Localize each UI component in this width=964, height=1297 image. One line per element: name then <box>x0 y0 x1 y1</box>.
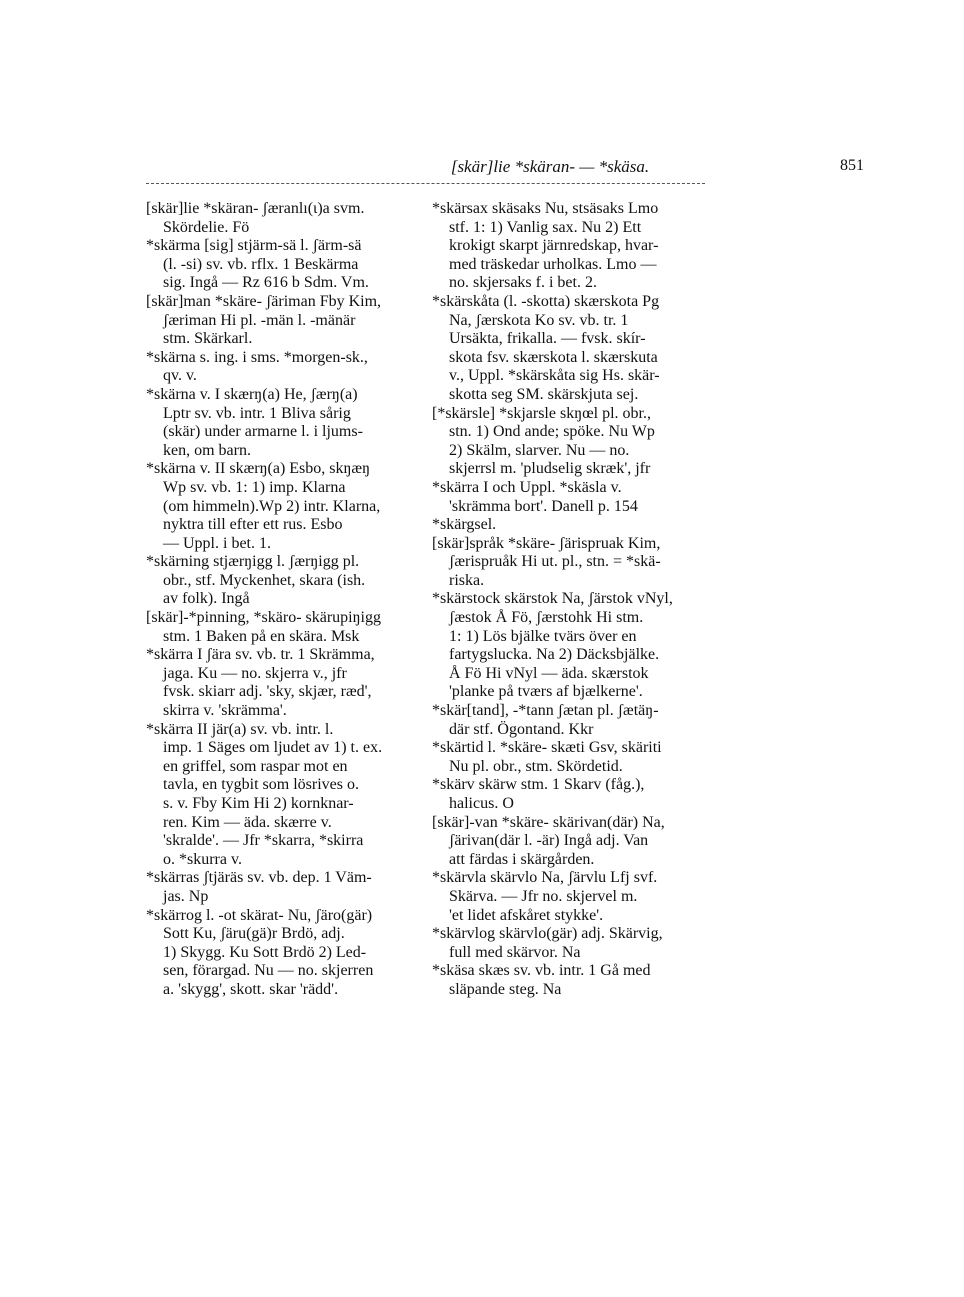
right-column-line: v., Uppl. *skärskåta sig Hs. skär- <box>449 367 660 385</box>
right-column-line: skotta seg SM. skärskjuta sej. <box>449 385 639 403</box>
right-column-line: 'planke på tværs af bjælkerne'. <box>449 683 643 701</box>
left-column-line: *skärna v. I skærŋ(a) He, ʃærŋ(a) <box>146 385 358 403</box>
right-column-line: *skärskåta (l. -skotta) skærskota Pg <box>432 292 660 310</box>
right-column-line: *skärvlog skärvlo(gär) adj. Skärvig, <box>432 925 663 943</box>
left-column-line: fvsk. skiarr adj. 'sky, skjær, ræd', <box>163 683 372 701</box>
left-column-line: Lptr sv. vb. intr. 1 Bliva sårig <box>163 404 351 422</box>
left-column-line: sen, förargad. Nu — no. skjerren <box>163 962 374 980</box>
right-column-line: *skär[tand], -*tann ʃætan pl. ʃætäŋ- <box>432 702 659 720</box>
left-column-line: [skär]-*pinning, *skäro- skärupiŋigg <box>146 609 381 627</box>
left-column-line: ʃæriman Hi pl. -män l. -mänär <box>163 311 356 329</box>
right-column <box>432 200 692 1000</box>
left-column <box>146 200 406 1000</box>
right-column-line: 'skrämma bort'. Danell p. 154 <box>449 497 638 515</box>
running-head: [skär]lie *skäran- — *skäsa. <box>450 157 650 176</box>
right-column-line: *skärtid l. *skäre- skæti Gsv, skäriti <box>432 739 662 757</box>
header-rule <box>146 183 705 184</box>
right-column-line: släpande steg. Na <box>449 980 562 998</box>
left-column-line: Wp sv. vb. 1: 1) imp. Klarna <box>163 478 346 496</box>
right-column-line: *skärvla skärvlo Na, ʃärvlu Lfj svf. <box>432 869 658 887</box>
right-column-line: *skärra I och Uppl. *skäsla v. <box>432 478 622 496</box>
left-column-line: *skärra II jär(a) sv. vb. intr. l. <box>146 720 334 738</box>
right-column-line: 'et lidet afskåret stykke'. <box>449 906 604 924</box>
right-column-line: ʃärivan(där l. -är) Ingå adj. Van <box>449 832 649 850</box>
right-column-line: ʃærispruåk Hi ut. pl., stn. = *skä- <box>449 553 661 571</box>
left-column-line: (om himmeln).Wp 2) intr. Klarna, <box>163 497 381 515</box>
left-column-line: ken, om barn. <box>163 441 251 459</box>
right-column-line: ʃæstok Å Fö, ʃærstohk Hi stm. <box>449 609 644 627</box>
left-column-line: jaga. Ku — no. skjerra v., jfr <box>163 664 347 682</box>
right-column-line: med träskedar urholkas. Lmo — <box>449 255 657 273</box>
right-column-line: Nu pl. obr., stm. Skördetid. <box>449 757 623 775</box>
left-column-line: *skärning stjærŋigg l. ʃærŋigg pl. <box>146 553 360 571</box>
left-column-line: *skärras ʃtjäräs sv. vb. dep. 1 Väm- <box>146 869 372 887</box>
left-column-line: stm. Skärkarl. <box>163 330 253 348</box>
left-column-line: *skärrog l. -ot skärat- Nu, ʃäro(gär) <box>146 906 373 924</box>
right-column-line: *skärstock skärstok Na, ʃärstok vNyl, <box>432 590 673 608</box>
left-column-line: *skärna v. II skærŋ(a) Esbo, skŋæŋ <box>146 460 370 478</box>
right-column-line: *skärv skärw stm. 1 Skarv (fåg.), <box>432 776 645 794</box>
right-column-line: [*skärsle] *skjarsle skŋœl pl. obr., <box>432 404 651 422</box>
left-column-line: 1) Skygg. Ku Sott Brdö 2) Led- <box>163 943 367 961</box>
right-column-line: Skärva. — Jfr no. skjervel m. <box>449 887 638 905</box>
right-column-line: 2) Skälm, slarver. Nu — no. <box>449 441 630 459</box>
left-column-line: jas. Np <box>163 887 209 905</box>
left-column-line: 'skralde'. — Jfr *skarra, *skirra <box>163 832 364 850</box>
left-column-line: qv. v. <box>163 367 197 385</box>
left-column-line: (l. -si) sv. vb. rflx. 1 Beskärma <box>163 255 359 273</box>
right-column-line: Å Fö Hi vNyl — äda. skærstok <box>449 664 649 682</box>
page-number: 851 <box>840 157 864 174</box>
right-column-line: att färdas i skärgården. <box>449 850 595 868</box>
left-column-line: o. *skurra v. <box>163 850 242 868</box>
right-column-line: riska. <box>449 571 485 589</box>
left-column-line: nyktra till efter ett rus. Esbo <box>163 516 343 534</box>
right-column-line: [skär]-van *skäre- skärivan(där) Na, <box>432 813 665 831</box>
right-column-line: halicus. O <box>449 795 514 812</box>
left-column-line: *skärma [sig] stjärm-sä l. ʃärm-sä <box>146 237 362 255</box>
left-column-line: Skördelie. Fö <box>163 218 250 236</box>
right-column-line: [skär]språk *skäre- ʃärispruak Kim, <box>432 534 661 552</box>
right-column-line: fartygslucka. Na 2) Däcksbjälke. <box>449 646 660 664</box>
left-column-line: imp. 1 Säges om ljudet av 1) t. ex. <box>163 739 383 757</box>
right-column-line: där stf. Ögontand. Kkr <box>449 720 594 738</box>
right-column-line: Ursäkta, frikalla. — fvsk. skír- <box>449 330 646 348</box>
left-column-line: — Uppl. i bet. 1. <box>163 534 271 552</box>
right-column-line: stf. 1: 1) Vanlig sax. Nu 2) Ett <box>449 218 642 236</box>
left-column-line: s. v. Fby Kim Hi 2) kornknar- <box>163 795 354 812</box>
right-column-line: *skäsa skæs sv. vb. intr. 1 Gå med <box>432 962 651 980</box>
left-column-line: a. 'skygg', skott. skar 'rädd'. <box>163 980 339 998</box>
left-column-line: en griffel, som raspar mot en <box>163 757 348 775</box>
left-column-line: [skär]man *skäre- ʃäriman Fby Kim, <box>146 292 382 310</box>
left-column-line: Sott Ku, ʃäru(gä)r Brdö, adj. <box>163 925 345 943</box>
left-column-line: *skärra I ʃära sv. vb. tr. 1 Skrämma, <box>146 646 375 664</box>
right-column-line: stn. 1) Ond ande; spöke. Nu Wp <box>449 423 655 441</box>
left-column-line: (skär) under armarne l. i ljums- <box>163 423 363 441</box>
right-column-line: *skärgsel. <box>432 516 497 534</box>
left-column-line: skirra v. 'skrämma'. <box>163 702 287 720</box>
right-column-line: skota fsv. skærskota l. skærskuta <box>449 348 658 366</box>
left-column-line: [skär]lie *skäran- ʃæranlı(ɩ)a svm. <box>146 200 365 217</box>
right-column-line: full med skärvor. Na <box>449 943 581 961</box>
left-column-line: sig. Ingå — Rz 616 b Sdm. Vm. <box>163 274 369 292</box>
left-column-line: tavla, en tygbit som lösrives o. <box>163 776 359 794</box>
left-column-line: ren. Kim — äda. skærre v. <box>163 813 332 831</box>
right-column-line: Na, ʃærskota Ko sv. vb. tr. 1 <box>449 311 629 329</box>
right-column-line: *skärsax skäsaks Nu, stsäsaks Lmo <box>432 200 659 217</box>
right-column-line: 1: 1) Lös bjälke tvärs över en <box>449 627 637 645</box>
left-column-line: obr., stf. Myckenhet, skara (ish. <box>163 571 366 589</box>
left-column-line: stm. 1 Baken på en skära. Msk <box>163 627 360 645</box>
left-column-line: av folk). Ingå <box>163 590 250 608</box>
right-column-line: skjerrsl m. 'pludselig skræk', jfr <box>449 460 651 478</box>
right-column-line: krokigt skarpt järnredskap, hvar- <box>449 237 659 255</box>
left-column-line: *skärna s. ing. i sms. *morgen-sk., <box>146 348 368 366</box>
right-column-line: no. skjersaks f. i bet. 2. <box>449 274 597 292</box>
